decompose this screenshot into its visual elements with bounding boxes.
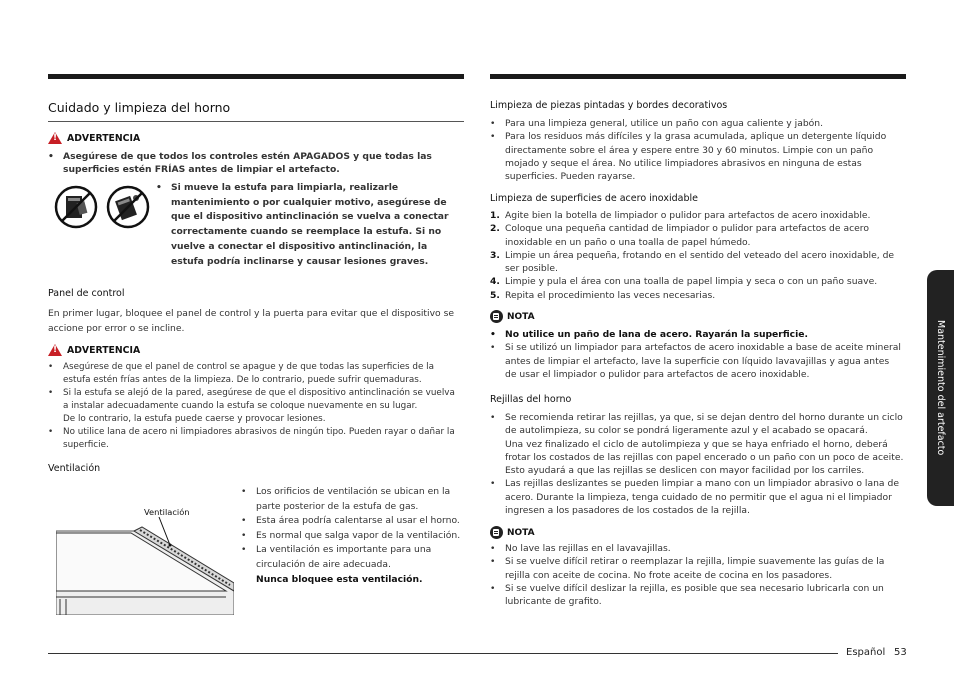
page-number: 53 <box>894 647 907 658</box>
steel-title: Limpieza de superficies de acero inoxidable <box>490 193 698 204</box>
list-item: • No lave las rejillas en el lavavajillas. <box>490 542 902 555</box>
painted-title: Limpieza de piezas pintadas y bordes decorativos <box>490 100 728 111</box>
warning-1-list-2 <box>156 181 456 269</box>
left-top-bar <box>48 74 464 79</box>
heading-rule <box>48 121 464 122</box>
panel-text: En primer lugar, bloquee el panel de control y la puerta para evitar que el dispositivo se accione por error o se incline. <box>48 308 455 334</box>
vent-list <box>241 485 463 587</box>
list-item: • La ventilación es importante para una circulación de aire adecuada. Nunca bloquee esta ventilación. <box>241 543 463 587</box>
list-item: • Si mueve la estufa para limpiarla, realizarle mantenimiento o por cualquier motivo, asegúrese de que el dispositivo antinclinación se vuelva a conectar correctamente cuando se reemplace la estufa. Si no vuelve a conectar el dispositivo antinclinación, la estufa podría inclinarse y causar lesiones graves. <box>156 181 456 269</box>
list-item: 1. Agite bien la botella de limpiador o pulidor para artefactos de acero inoxidable. <box>490 210 871 221</box>
warning-icon <box>48 132 62 144</box>
racks-title: Rejillas del horno <box>490 394 572 405</box>
list-item: • Las rejillas deslizantes se pueden limpiar a mano con un limpiador abrasivo o lana de acero. Durante la limpieza, tenga cuidado de no permitir que el agua ni el limpiador ingresen a los pasadores de los costados de la rejilla. <box>490 477 906 517</box>
list-item: 5. Repita el procedimiento las veces necesarias. <box>490 289 716 301</box>
list-item: • Se recomienda retirar las rejillas, ya que, si se dejan dentro del horno durante un ciclo de autolimpieza, su color se pondrá ligeramente azul y el acabado se opacará. Una vez finalizado el ciclo de autolimpieza y que se haya enfriado el horno, deberá frotar los costados de las rejillas con papel encerado o un paño con un poco de aceite. Esto ayudará a que las rejillas se deslicen con mayor facilidad por los carriles. <box>490 411 906 477</box>
vent-title: Ventilación <box>48 463 101 474</box>
warning-label-2: ! ADVERTENCIA <box>48 344 140 356</box>
list-item: • No utilice un paño de lana de acero. Rayarán la superficie. <box>490 328 902 341</box>
anti-tip-icon-2 <box>108 187 148 227</box>
list-item: • No utilice lana de acero ni limpiadores abrasivos de ningún tipo. Pueden rayar o dañar la superficie. <box>48 426 460 452</box>
warning-2-list <box>48 361 460 452</box>
footer-rule <box>48 653 838 654</box>
note-label-2: NOTA <box>490 526 535 539</box>
footer-language: Español <box>846 647 886 658</box>
chapter-side-tab: Mantenimiento del artefacto <box>927 270 954 506</box>
list-item: • Esta área podría calentarse al usar el horno. <box>241 514 463 529</box>
list-item: 3. Limpie un área pequeña, frotando en el sentido del veteado del acero inoxidable, de ser posible. <box>490 249 895 275</box>
list-item: • Asegúrese de que todos los controles estén APAGADOS y que todas las superficies estén FRÍAS antes de limpiar el artefacto. <box>48 150 448 177</box>
list-item: • Si se utilizó un limpiador para artefactos de acero inoxidable a base de aceite mineral antes de limpiar el artefacto, lave la superficie con líquido lavavajillas y agua antes de usar el limpiador o pulidor para artefactos de acero inoxidable. <box>490 341 902 381</box>
warning-1-list <box>48 150 448 177</box>
panel-title: Panel de control <box>48 288 125 299</box>
warning-label-1: ! ADVERTENCIA <box>48 132 140 144</box>
note-icon <box>490 526 503 539</box>
list-item: • Para una limpieza general, utilice un paño con agua caliente y jabón. <box>490 117 902 130</box>
warning-icon <box>48 344 62 356</box>
list-item: 4. Limpie y pula el área con una toalla de papel limpia y seca o con un paño suave. <box>490 276 878 288</box>
section-heading: Cuidado y limpieza del horno <box>48 100 231 115</box>
note-label-1: NOTA <box>490 310 535 323</box>
painted-list <box>490 117 902 183</box>
right-top-bar <box>490 74 906 79</box>
list-item: • Para los residuos más difíciles y la grasa acumulada, aplique un detergente líquido directamente sobre el área y espere entre 30 y 60 minutos. Limpie con un paño mojado y seque el área. No utilice limpiadores abrasivos en ninguna de estas superficies. Pueden rayarse. <box>490 130 902 183</box>
racks-list <box>490 411 906 517</box>
list-item: • Es normal que salga vapor de la ventilación. <box>241 529 463 544</box>
note-2-list <box>490 542 902 608</box>
list-item: • Si se vuelve difícil deslizar la rejilla, es posible que sea necesario lubricarla con un lubricante de grafito. <box>490 582 902 609</box>
list-item: • Asegúrese de que el panel de control se apague y de que todas las superficies de la estufa estén frías antes de la limpieza. De lo contrario, puede sufrir quemaduras. <box>48 361 460 387</box>
steel-steps <box>490 209 902 302</box>
anti-tip-icon-1 <box>56 187 96 227</box>
note-1-list <box>490 328 902 381</box>
list-item: 2. Coloque una pequeña cantidad de limpiador o pulidor para artefactos de acero inoxidable en un paño o una toalla de papel húmedo. <box>490 223 869 248</box>
note-icon <box>490 310 503 323</box>
list-item: • Si la estufa se alejó de la pared, asegúrese de que el dispositivo antinclinación se vuelva a instalar adecuadamente cuando la estufa se coloque nuevamente en su lugar. De lo contrario, la estufa puede caerse y provocar lesiones. <box>48 387 460 426</box>
list-item: • Los orificios de ventilación se ubican en la parte posterior de la estufa de gas. <box>241 485 463 514</box>
vent-callout: Ventilación <box>144 507 190 517</box>
list-item: • Si se vuelve difícil retirar o reemplazar la rejilla, limpie suavemente las guías de la rejilla con aceite de cocina. No frote aceite de cocina en los pasadores. <box>490 555 902 582</box>
anti-tip-illustration <box>54 184 154 230</box>
